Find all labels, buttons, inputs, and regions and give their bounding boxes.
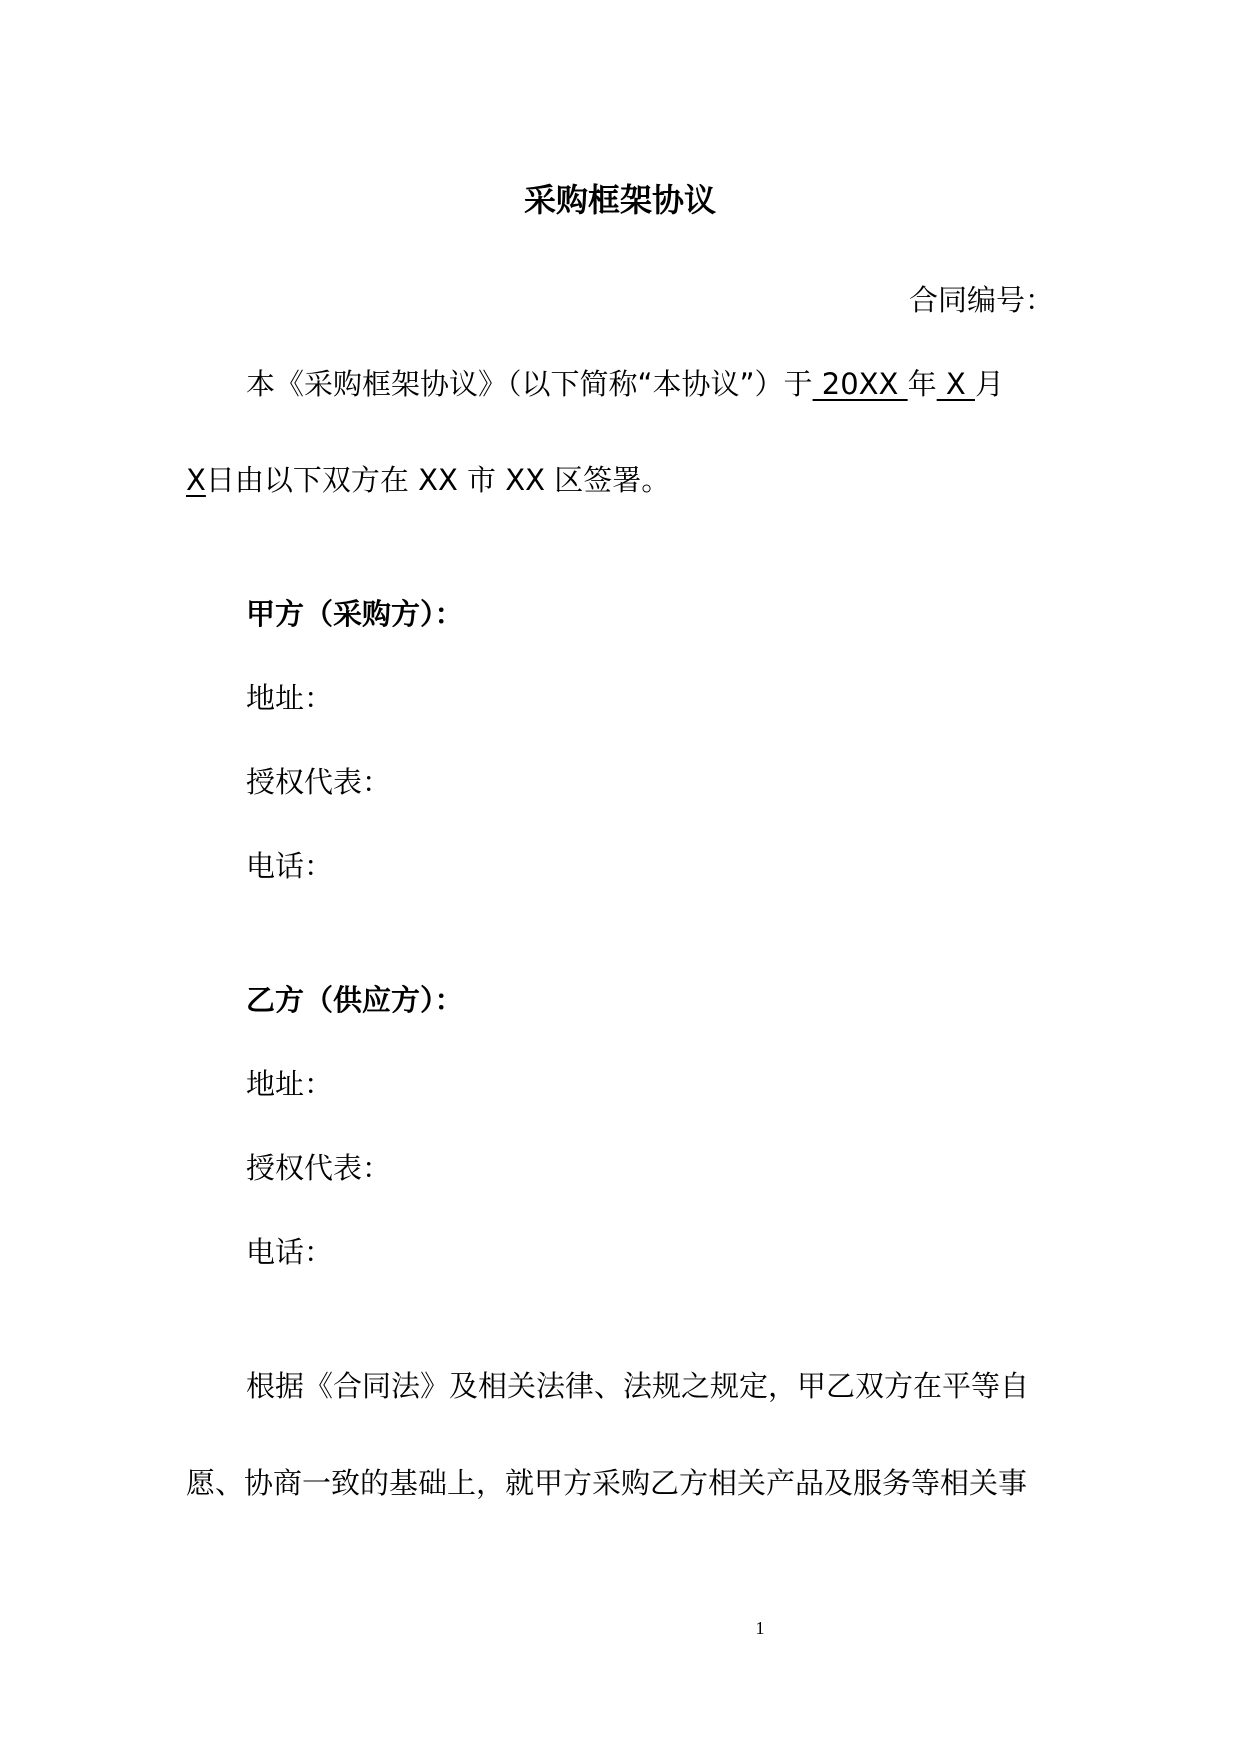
intro-month-suffix: 月 [974, 367, 1004, 401]
party-b-heading: 乙方（供应方）： [246, 983, 464, 1017]
party-b-phone-label: 电话： [246, 1235, 334, 1269]
party-a-representative-label: 授权代表： [246, 765, 392, 799]
party-a-address-label: 地址： [246, 681, 334, 715]
intro-text-2: 日由以下双方在 XX 市 XX 区签署。 [205, 463, 671, 497]
party-b-representative-label: 授权代表： [246, 1151, 392, 1185]
intro-line-1 [246, 364, 1004, 404]
intro-text: 本《采购框架协议》（以下简称“本协议”）于 [246, 367, 813, 401]
party-a-phone-label: 电话： [246, 849, 334, 883]
intro-line-2 [186, 460, 670, 500]
party-b-address-label: 地址： [246, 1067, 334, 1101]
intro-year-blank[interactable]: 20XX [812, 367, 908, 401]
intro-day-blank[interactable]: X [186, 463, 206, 497]
intro-month-blank[interactable]: X [936, 367, 975, 401]
page-number: 1 [755, 1618, 765, 1638]
party-a-heading: 甲方（采购方）： [246, 597, 464, 631]
document-title: 采购框架协议 [523, 181, 716, 219]
intro-year-suffix: 年 [907, 367, 937, 401]
contract-number-label: 合同编号： [908, 283, 1054, 317]
basis-line-2: 愿、协商一致的基础上，就甲方采购乙方相关产品及服务等相关事 [186, 1466, 1028, 1500]
basis-line-1: 根据《合同法》及相关法律、法规之规定，甲乙双方在平等自 [246, 1369, 1030, 1403]
